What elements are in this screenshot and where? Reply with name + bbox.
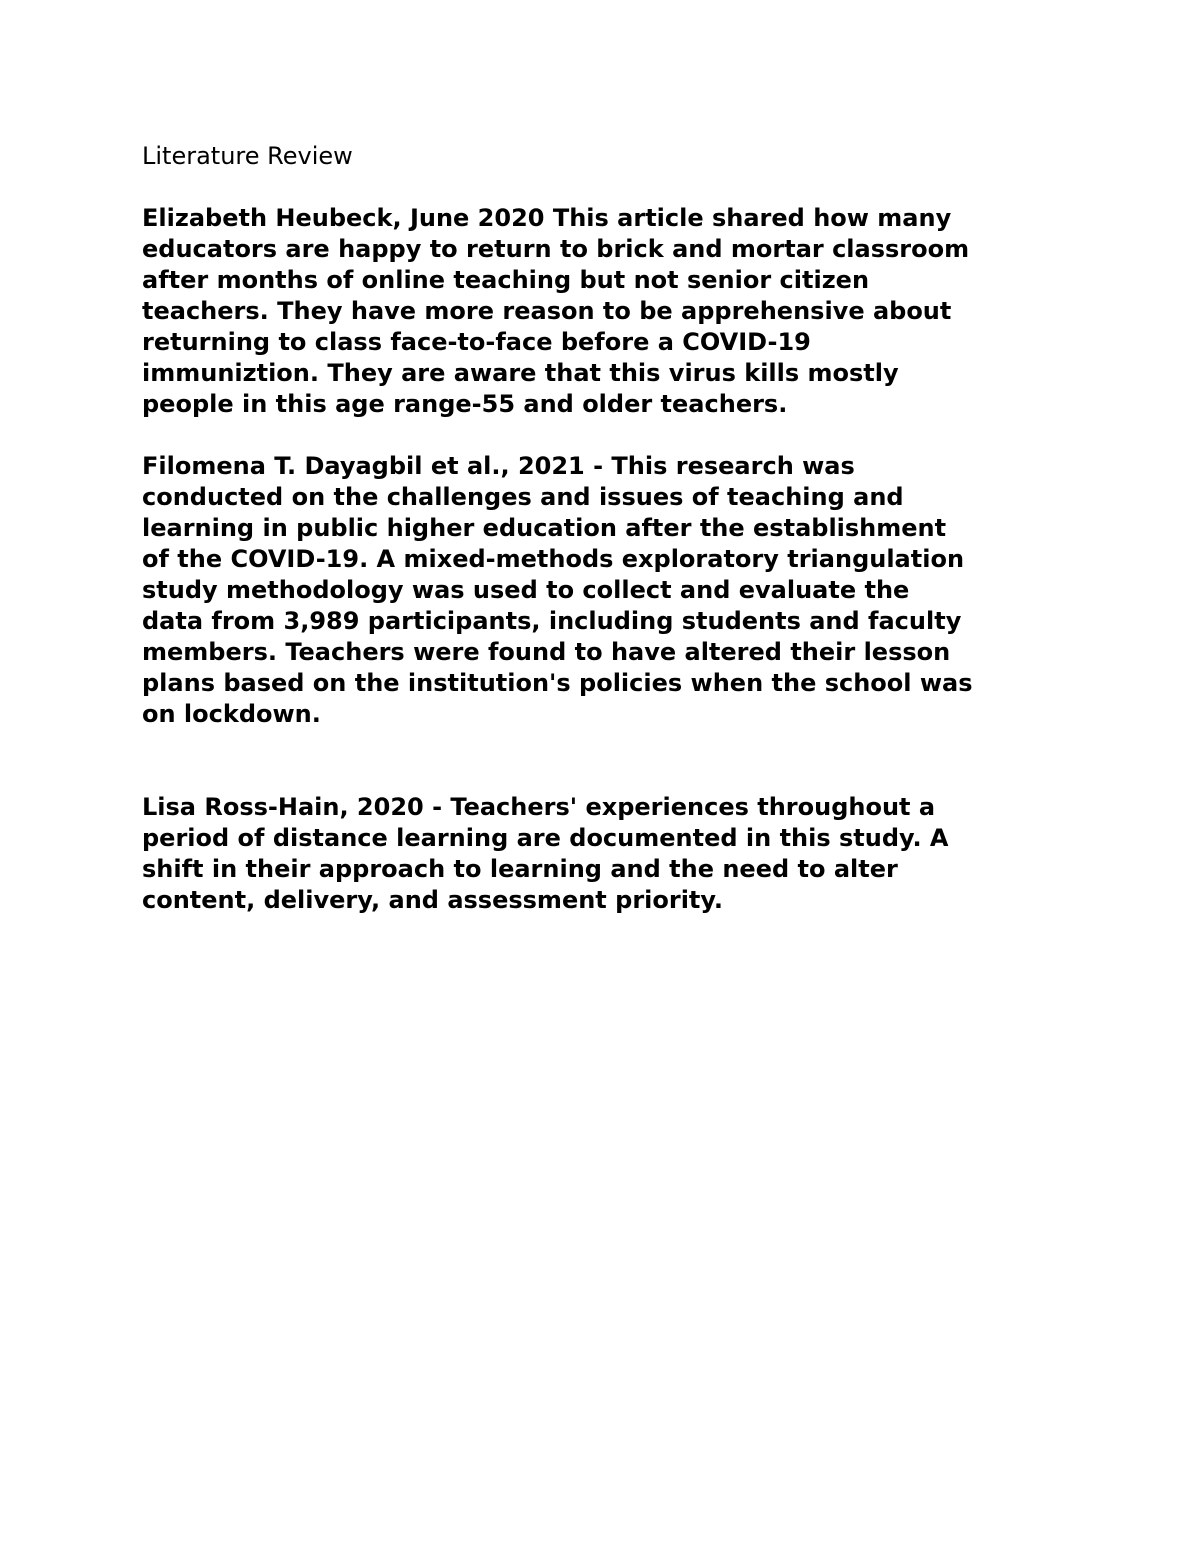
text-line: study methodology was used to collect and evaluate the <box>142 576 910 604</box>
spacer <box>142 730 1072 792</box>
text-line: conducted on the challenges and issues of teaching and <box>142 483 904 511</box>
text-line: period of distance learning are documented in this study. A <box>142 824 949 852</box>
spacer <box>142 420 1072 451</box>
text-line: learning in public higher education after the establishment <box>142 514 947 542</box>
document-body <box>142 141 1072 916</box>
text-line: members. Teachers were found to have altered their lesson <box>142 638 951 666</box>
text-line: immuniztion. They are aware that this virus kills mostly <box>142 359 899 387</box>
spacer <box>142 172 1072 203</box>
text-line: after months of online teaching but not senior citizen <box>142 266 870 294</box>
text-line: plans based on the institution's policies when the school was <box>142 669 973 697</box>
text-line: educators are happy to return to brick and mortar classroom <box>142 235 970 263</box>
text-line: Elizabeth Heubeck, June 2020 This article shared how many <box>142 204 952 232</box>
entry-dayagbil <box>142 451 1072 730</box>
text-line: shift in their approach to learning and the need to alter <box>142 855 898 883</box>
entry-heubeck <box>142 203 1072 420</box>
text-line: of the COVID-19. A mixed-methods exploratory triangulation <box>142 545 965 573</box>
entry-ross-hain <box>142 792 1072 916</box>
text-line: Filomena T. Dayagbil et al., 2021 - This research was <box>142 452 855 480</box>
page-title: Literature Review <box>142 142 353 170</box>
text-line: Lisa Ross-Hain, 2020 - Teachers' experiences throughout a <box>142 793 936 821</box>
text-line: content, delivery, and assessment priority. <box>142 886 723 914</box>
text-line: people in this age range-55 and older teachers. <box>142 390 788 418</box>
text-line: teachers. They have more reason to be apprehensive about <box>142 297 952 325</box>
text-line: data from 3,989 participants, including students and faculty <box>142 607 962 635</box>
text-line: returning to class face-to-face before a COVID-19 <box>142 328 811 356</box>
text-line: on lockdown. <box>142 700 321 728</box>
